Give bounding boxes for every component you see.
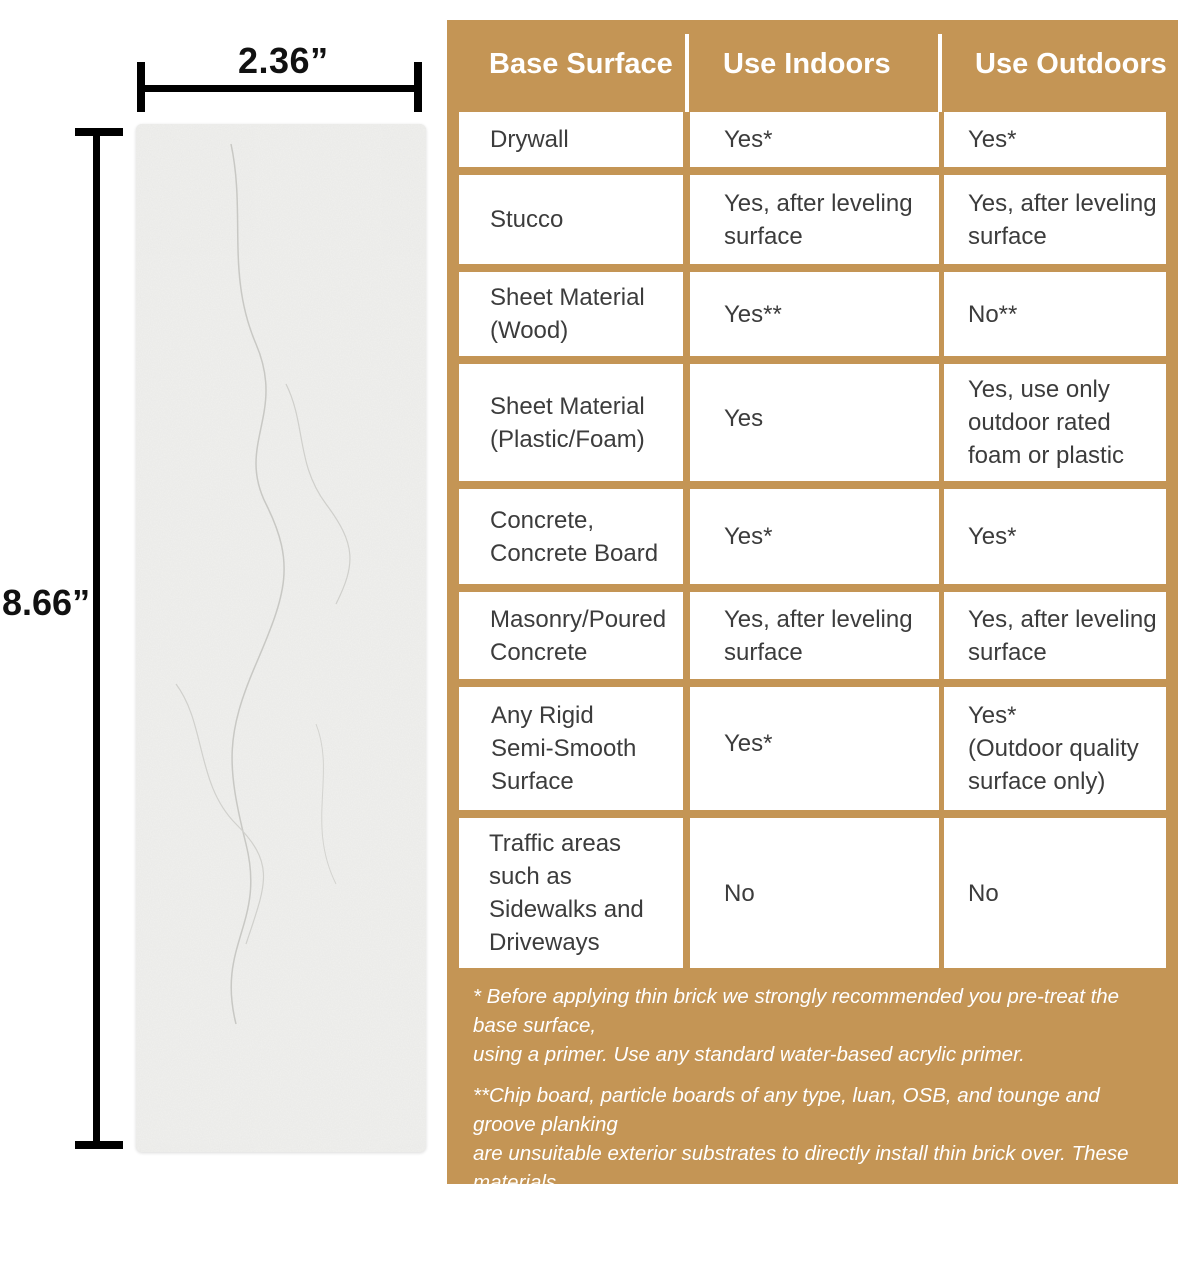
table-cell-outdoors: No — [944, 818, 1166, 968]
table-cell-outdoors: Yes, after leveling surface — [944, 592, 1166, 679]
table-cell-surface: Any Rigid Semi-Smooth Surface — [459, 687, 683, 810]
thin-brick-image — [136, 124, 426, 1152]
table-cell-indoors: Yes, after leveling surface — [690, 592, 939, 679]
table-cell-outdoors: No** — [944, 272, 1166, 356]
table-cell-outdoors: Yes* (Outdoor quality surface only) — [944, 687, 1166, 810]
table-cell-indoors: Yes, after leveling surface — [690, 175, 939, 264]
height-dimension-cap-bottom — [75, 1141, 123, 1149]
width-dimension-line — [140, 85, 419, 92]
header-base-surface: Base Surface — [489, 47, 673, 80]
table-cell-indoors: Yes* — [690, 687, 939, 810]
table-header-row — [447, 20, 1178, 108]
table-cell-surface: Sheet Material (Wood) — [459, 272, 683, 356]
surface-compatibility-table — [447, 20, 1178, 1281]
footnote-primer: * Before applying thin brick we strongly recommended you pre-treat the base surface, using a primer. Use any standard water-based acrylic primer. — [473, 985, 1120, 1066]
height-dimension-label: 8.66” — [2, 582, 91, 623]
brick-texture — [136, 124, 426, 1152]
header-use-indoors: Use Indoors — [723, 47, 891, 80]
table-cell-surface: Drywall — [459, 112, 683, 167]
table-cell-outdoors: Yes, after leveling surface — [944, 175, 1166, 264]
table-cell-surface: Masonry/Poured Concrete — [459, 592, 683, 679]
table-cell-indoors: Yes — [690, 364, 939, 481]
table-cell-outdoors: Yes* — [944, 489, 1166, 584]
footnote-wood-substrates: **Chip board, particle boards of any type, luan, OSB, and tounge and groove planking are unsuitable exterior substrates to directly install thin brick over. These materials tend to swell, warp and delaminate when exposed to moisture. For these applications we recommend covering the wood with exterior sheet material. — [473, 1084, 1132, 1281]
table-cell-indoors: No — [690, 818, 939, 968]
table-cell-outdoors: Yes* — [944, 112, 1166, 167]
table-cell-surface: Stucco — [459, 175, 683, 264]
table-cell-outdoors: Yes, use only outdoor rated foam or plastic — [944, 364, 1166, 481]
table-cell-indoors: Yes** — [690, 272, 939, 356]
width-dimension-cap-right — [414, 62, 422, 112]
table-cell-indoors: Yes* — [690, 112, 939, 167]
table-cell-surface: Concrete, Concrete Board — [459, 489, 683, 584]
header-divider — [938, 34, 942, 112]
table-cell-surface: Traffic areas such as Sidewalks and Driveways — [459, 818, 683, 968]
footnotes — [473, 982, 1163, 1284]
header-divider — [685, 34, 689, 112]
table-cell-surface: Sheet Material (Plastic/Foam) — [459, 364, 683, 481]
header-use-outdoors: Use Outdoors — [975, 47, 1167, 80]
table-cell-indoors: Yes* — [690, 489, 939, 584]
width-dimension-label: 2.36” — [238, 40, 329, 81]
height-dimension-line — [93, 132, 100, 1147]
